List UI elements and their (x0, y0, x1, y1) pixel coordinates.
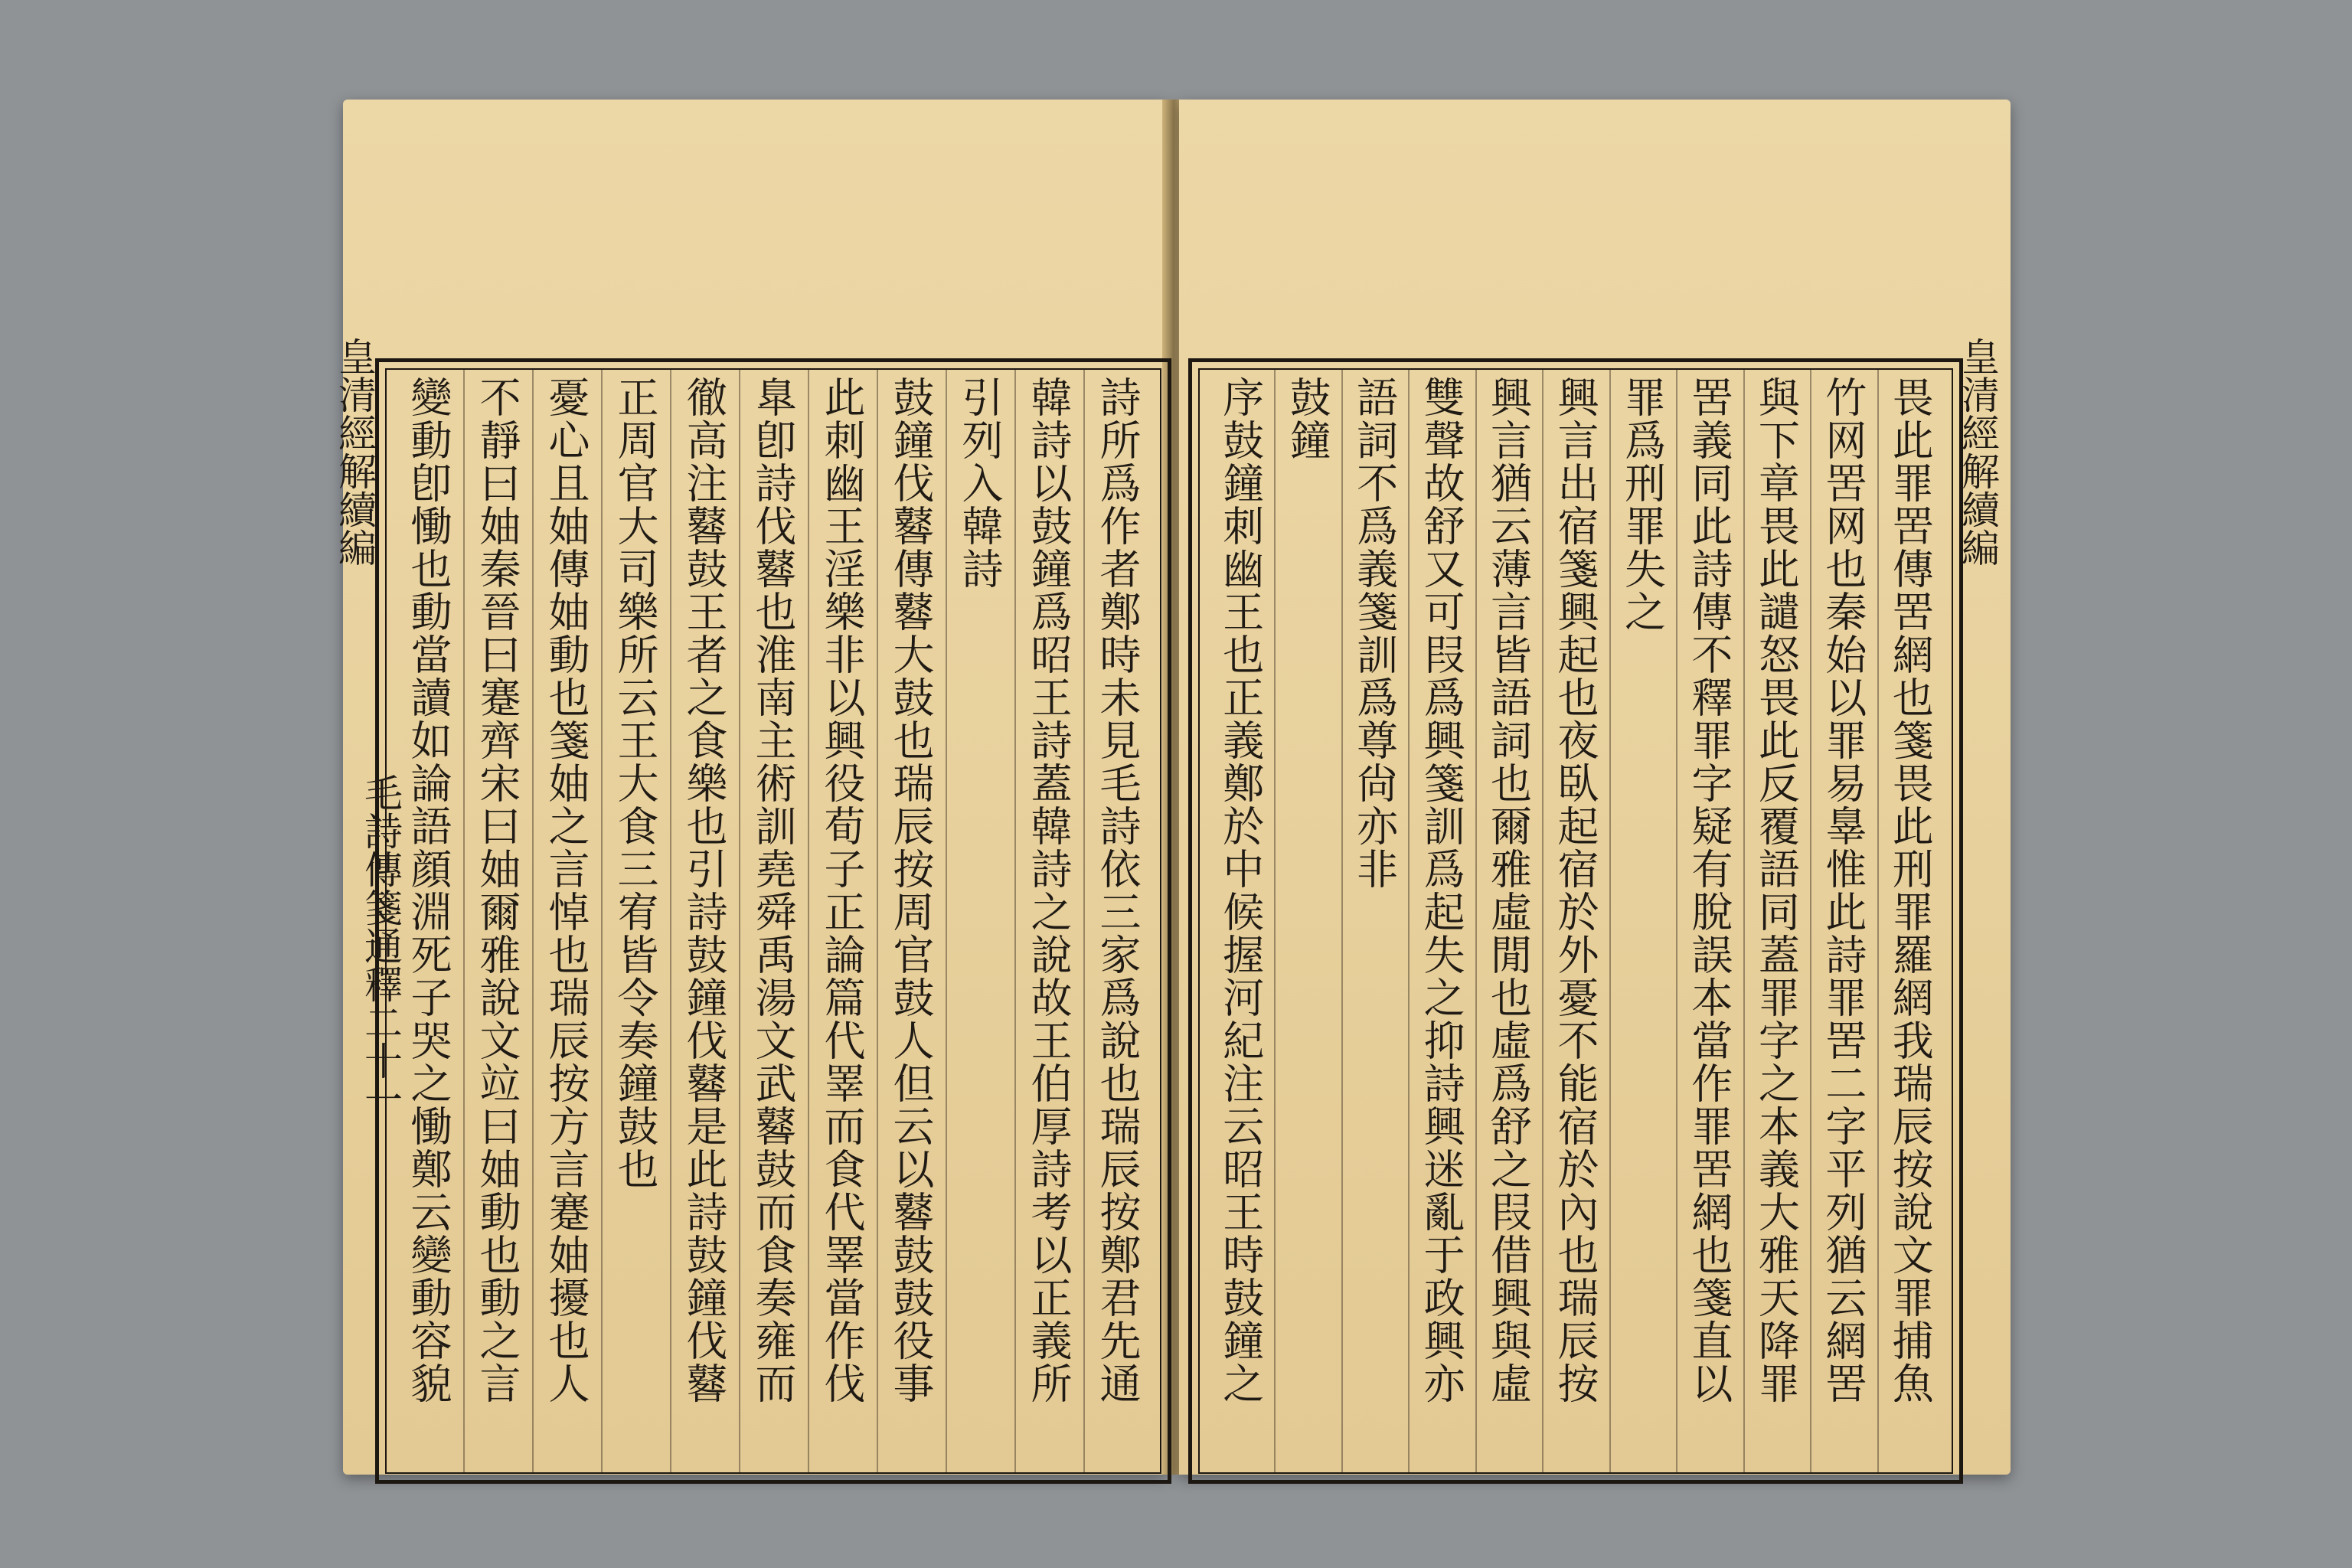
text-column: 罪爲刑罪失之 (1618, 376, 1667, 633)
text-column: 畏此罪罟傳罟網也箋畏此刑罪羅網我瑞辰按說文罪捕魚 (1886, 376, 1935, 1405)
text-column: 不靜曰妯秦晉曰蹇齊宋曰妯爾雅說文竝曰妯動也動之言 (473, 376, 521, 1405)
text-column: 鼓鐘 (1283, 376, 1332, 462)
left-text-frame (375, 358, 1171, 1484)
column-rule (1341, 370, 1343, 1472)
open-book (332, 100, 2011, 1475)
text-column: 徹高注鼛鼓王者之食樂也引詩鼓鐘伐鼛是此詩鼓鐘伐鼛 (680, 376, 728, 1405)
column-rule (739, 370, 740, 1472)
column-rule (1542, 370, 1544, 1472)
column-rule (1274, 370, 1276, 1472)
column-rule (1014, 370, 1016, 1472)
text-column: 此刺幽王淫樂非以興役荀子正論篇代睪而食代睪當作伐 (818, 376, 866, 1405)
text-column: 興言出宿箋興起也夜臥起宿於外憂不能宿於內也瑞辰按 (1551, 376, 1599, 1405)
text-column: 序鼓鐘刺幽王也正義鄭於中候握河紀注云昭王時鼓鐘之 (1216, 376, 1265, 1405)
column-rule (601, 370, 603, 1472)
text-column: 雙聲故舒又可叚爲興箋訓爲起失之抑詩興迷亂于政興亦 (1417, 376, 1466, 1405)
column-rule (946, 370, 947, 1472)
column-rule (1475, 370, 1477, 1472)
right-margin-title: 皇清經解續編 (1955, 337, 2000, 567)
text-column: 臯卽詩伐鼛也淮南主術訓堯舜禹湯文武鼛鼓而食奏雍而 (749, 376, 797, 1405)
text-column: 興言猶云薄言皆語詞也爾雅虛閒也虛爲舒之叚借興與虛 (1484, 376, 1533, 1405)
text-column: 竹网罟网也秦始以罪易辠惟此詩罪罟二字平列猶云網罟 (1818, 376, 1867, 1405)
column-rule (877, 370, 878, 1472)
text-column: 與下章畏此譴怒畏此反覆語同蓋罪字之本義大雅天降罪 (1752, 376, 1801, 1405)
text-column: 變動卽慟也動當讀如論語顔淵死子哭之慟鄭云變動容貌 (404, 376, 452, 1405)
text-column: 鼓鐘伐鼛傳鼛大鼓也瑞辰按周官鼓人但云以鼛鼓鼓役事 (887, 376, 935, 1405)
text-column: 憂心且妯傳妯動也箋妯之言悼也瑞辰按方言蹇妯擾也人 (542, 376, 590, 1405)
column-rule (670, 370, 671, 1472)
column-rule (1609, 370, 1611, 1472)
column-rule (808, 370, 809, 1472)
text-column: 詩所爲作者鄭時未見毛詩依三家爲說也瑞辰按鄭君先通 (1093, 376, 1142, 1405)
column-rule (1676, 370, 1677, 1472)
column-rule (1877, 370, 1879, 1472)
left-margin-title: 皇清經解續編 (332, 337, 377, 567)
column-rule (1810, 370, 1811, 1472)
column-rule (463, 370, 465, 1472)
right-text-frame (1188, 358, 1963, 1484)
text-column: 韓詩以鼓鐘爲昭王詩蓋韓詩之說故王伯厚詩考以正義所 (1024, 376, 1073, 1405)
text-column: 語詞不爲義箋訓爲尊尙亦非 (1350, 376, 1399, 890)
text-column: 正周官大司樂所云王大食三宥皆令奏鐘鼓也 (611, 376, 659, 1191)
text-column: 罟義同此詩傳不釋罪字疑有脫誤本當作罪罟網也箋直以 (1684, 376, 1733, 1405)
column-rule (1743, 370, 1745, 1472)
text-column: 引列入韓詩 (956, 376, 1004, 590)
column-rule (532, 370, 534, 1472)
column-rule (1408, 370, 1410, 1472)
left-margin-subtitle: 毛詩傳箋通釋二十一 (358, 773, 403, 1118)
column-rule (1083, 370, 1085, 1472)
